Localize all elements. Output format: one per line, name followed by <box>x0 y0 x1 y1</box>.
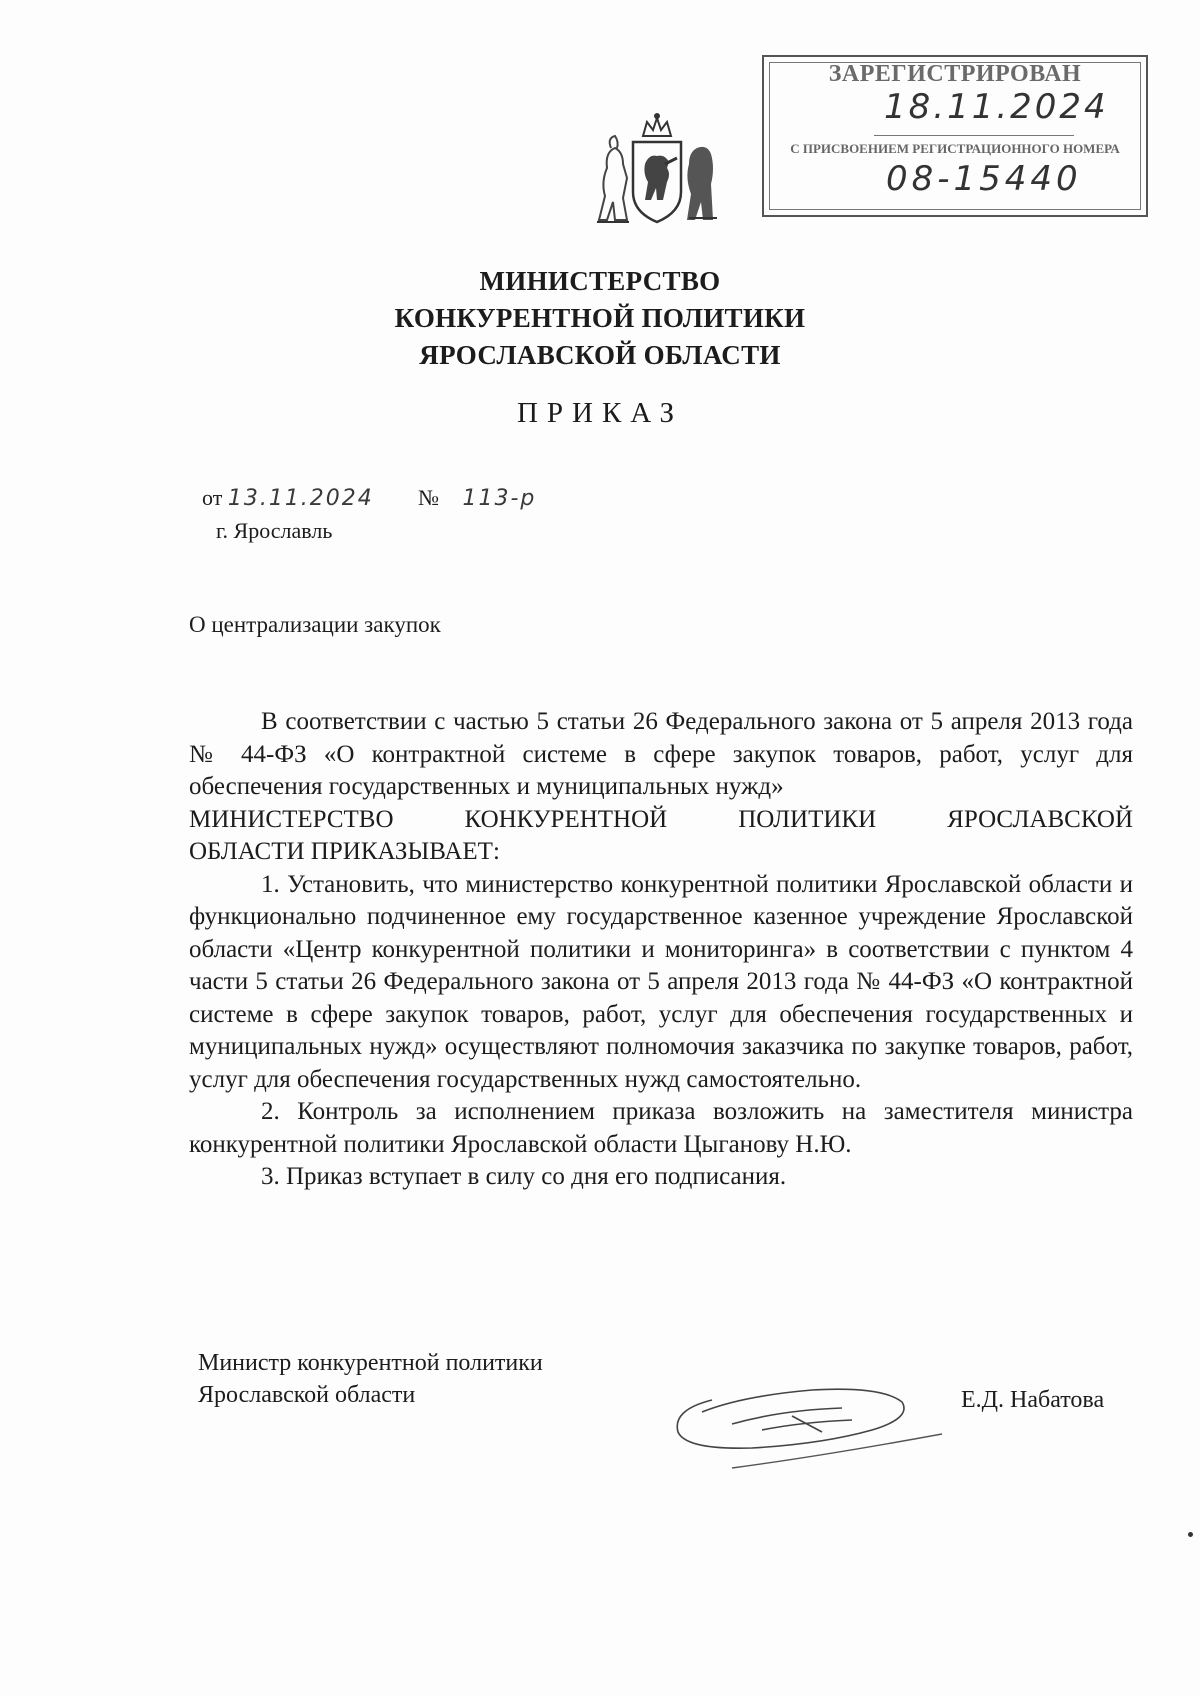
registration-stamp <box>762 55 1148 217</box>
order-item-1: 1. Установить, что министерство конкурентной политики Ярославской области и функционально подчиненное ему государственное казенное учреждение Ярославской области «Центр конкурентной политики и мониторинга» в соответствии с пунктом 4 части 5 статьи 26 Федерального закона от 5 апреля 2013 года № 44-ФЗ «О контрактной системе в сфере закупок товаров, работ, услуг для обеспечения государственных и муниципальных нужд» осуществляют полномочия заказчика по закупке товаров, работ, услуг для обеспечения государственных нужд самостоятельно. <box>189 870 1133 1093</box>
coat-of-arms-icon <box>593 108 721 236</box>
order-body <box>189 706 1133 1194</box>
org-line-1: МИНИСТЕРСТВО <box>479 266 721 296</box>
stamp-date: 18.11.2024 <box>884 87 1109 127</box>
order-item-2: 2. Контроль за исполнением приказа возложить на заместителя министра конкурентной политики Ярославской области Цыганову Н.Ю. <box>189 1098 1133 1158</box>
order-item-3: 3. Приказ вступает в силу со дня его подписания. <box>261 1163 787 1190</box>
signatory-title-line-2: Ярославской области <box>198 1382 416 1408</box>
document-type: ПРИКАЗ <box>516 397 684 429</box>
stamp-number: 08-15440 <box>886 159 1082 199</box>
stamp-date-underline <box>874 135 1074 136</box>
stamp-subtitle: С ПРИСВОЕНИЕМ РЕГИСТРАЦИОННОГО НОМЕРА <box>790 141 1120 156</box>
organization-header <box>0 263 1200 374</box>
order-date <box>202 485 374 511</box>
order-heading-line-1: МИНИСТЕРСТВО КОНКУРЕНТНОЙ ПОЛИТИКИ ЯРОСЛАВСКОЙ <box>189 805 1133 833</box>
signatory-name: Е.Д. Набатова <box>961 1387 1105 1413</box>
signatory-title-line-1: Министр конкурентной политики <box>198 1350 543 1376</box>
number-value: 113-р <box>462 486 537 511</box>
handwritten-signature <box>672 1360 952 1480</box>
org-line-2: КОНКУРЕНТНОЙ ПОЛИТИКИ <box>394 303 806 333</box>
date-prefix: от <box>202 485 223 510</box>
preamble-paragraph: В соответствии с частью 5 статьи 26 Федерального закона от 5 апреля 2013 года № 44-ФЗ «О контрактной системе в сфере закупок товаров, работ, услуг для обеспечения государственных и муниципальных нужд» <box>189 708 1133 800</box>
order-heading-line-2: ОБЛАСТИ ПРИКАЗЫВАЕТ: <box>189 838 500 865</box>
city: г. Ярославль <box>216 518 333 543</box>
stamp-title: ЗАРЕГИСТРИРОВАН <box>828 61 1082 87</box>
scan-speck <box>1188 1532 1193 1537</box>
order-number <box>418 485 536 511</box>
number-prefix: № <box>418 485 439 510</box>
order-subject: О централизации закупок <box>189 612 441 637</box>
org-line-3: ЯРОСЛАВСКОЙ ОБЛАСТИ <box>419 340 781 370</box>
signatory-title <box>198 1347 543 1411</box>
date-value: 13.11.2024 <box>227 486 374 511</box>
